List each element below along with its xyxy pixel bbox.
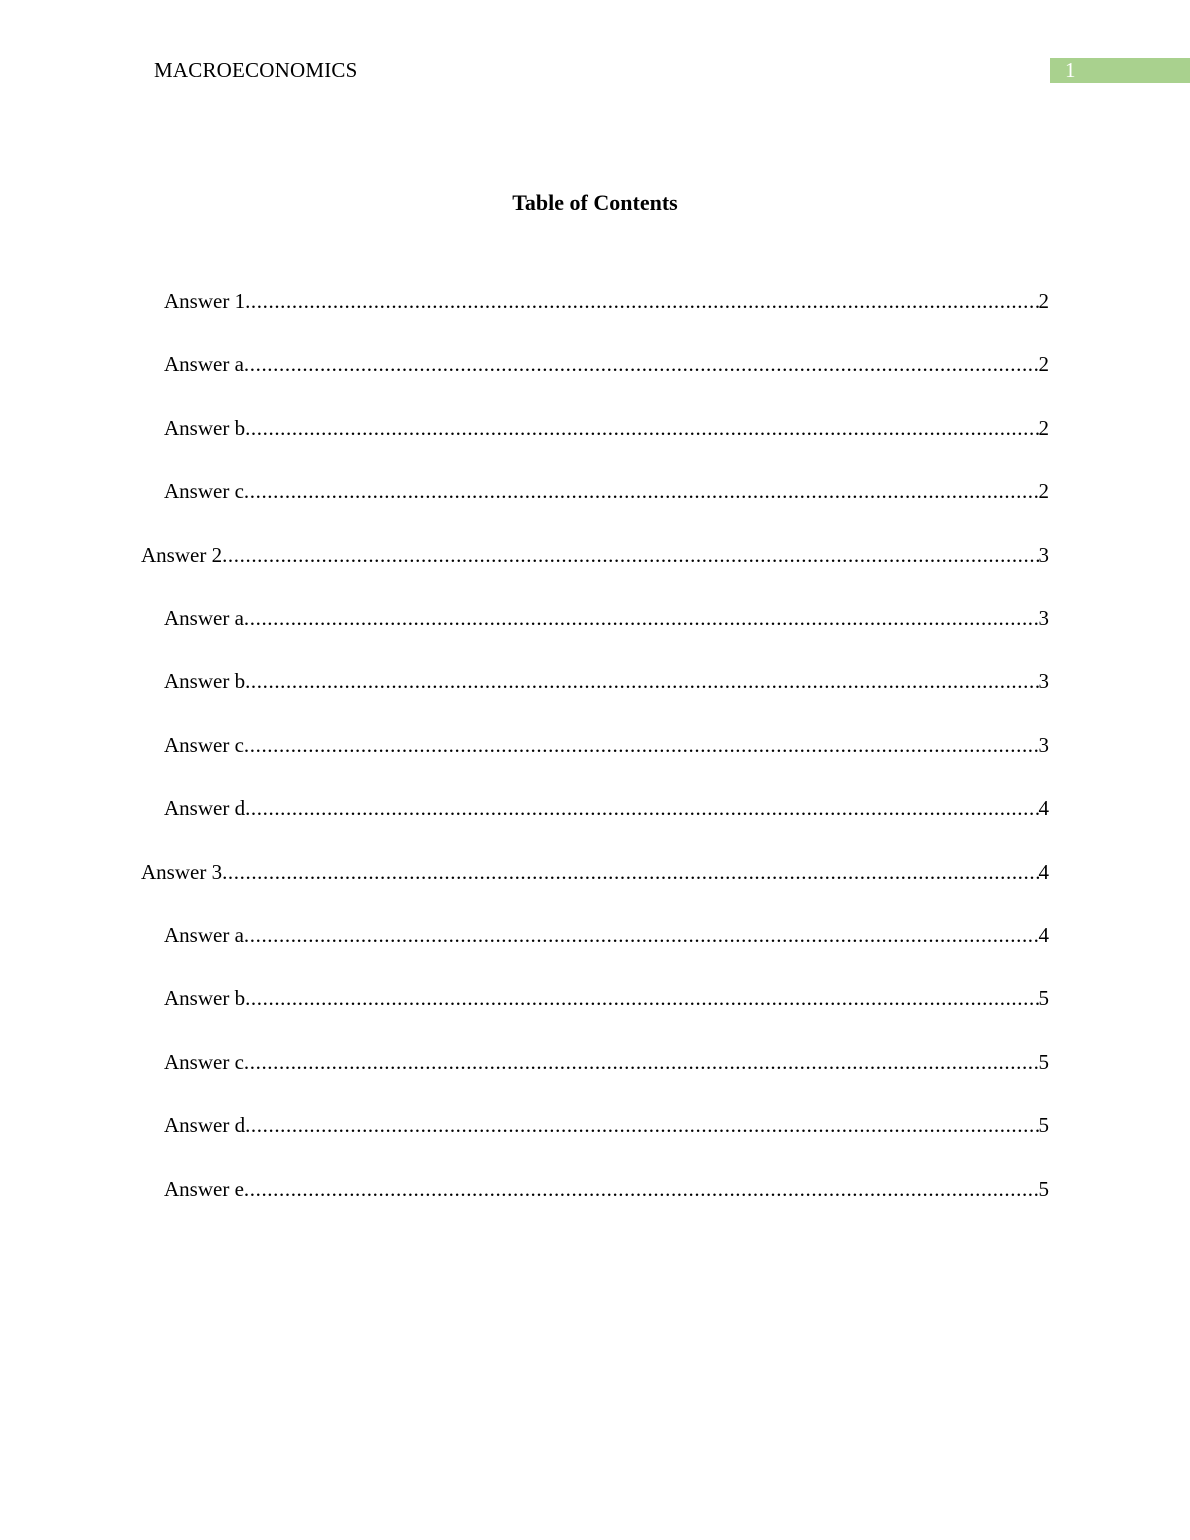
toc-entry-label: Answer 2 [141,543,223,567]
toc-entry-label: Answer 3 [141,860,223,884]
toc-dot-leader [222,540,1038,570]
toc-entry-label: Answer e [164,1177,244,1201]
toc-entry[interactable] [164,413,1049,443]
toc-entry-page: 5 [1038,1050,1049,1074]
toc-entry-label: Answer a [164,606,244,630]
toc-heading: Table of Contents [512,190,678,215]
toc-dot-leader [245,286,1038,316]
toc-dot-leader [245,793,1038,823]
toc-dot-leader [244,476,1039,506]
toc-entry[interactable] [164,603,1049,633]
toc-entry-label: Answer d [164,1113,246,1137]
toc-dot-leader [244,603,1039,633]
toc-entry-page: 2 [1038,416,1049,440]
running-header-title: MACROECONOMICS [154,58,358,82]
toc-entry-page: 2 [1038,352,1049,376]
toc-dot-leader [245,666,1038,696]
toc-entry[interactable] [164,1174,1049,1204]
toc-entry-page: 3 [1038,543,1049,567]
toc-dot-leader [222,857,1038,887]
toc-dot-leader [245,413,1038,443]
toc-entry[interactable] [164,920,1049,950]
toc-entry-page: 4 [1038,796,1049,820]
toc-entry[interactable] [164,476,1049,506]
toc-dot-leader [245,1110,1038,1140]
toc-entry-label: Answer b [164,416,246,440]
toc-entry[interactable] [164,1110,1049,1140]
toc-entry-page: 3 [1038,669,1049,693]
toc-dot-leader [244,920,1039,950]
toc-dot-leader [244,1047,1039,1077]
toc-entry-label: Answer b [164,669,246,693]
toc-dot-leader [244,730,1039,760]
toc-dot-leader [245,983,1038,1013]
toc-dot-leader [244,1174,1039,1204]
toc-entry-page: 5 [1038,986,1049,1010]
toc-entry-page: 2 [1038,479,1049,503]
toc-entry-label: Answer c [164,1050,244,1074]
toc-entry[interactable] [141,857,1049,887]
toc-entry-label: Answer c [164,733,244,757]
toc-entry[interactable] [164,286,1049,316]
toc-entry[interactable] [164,730,1049,760]
toc-entry-label: Answer a [164,352,244,376]
toc-entry-label: Answer a [164,923,244,947]
toc-entry-page: 4 [1038,860,1049,884]
toc-entry-page: 3 [1038,733,1049,757]
toc-entry-page: 5 [1038,1113,1049,1137]
toc-entry-label: Answer 1 [164,289,246,313]
toc-entry-label: Answer d [164,796,246,820]
toc-entry[interactable] [164,666,1049,696]
toc-dot-leader [244,349,1039,379]
toc-entry-page: 2 [1038,289,1049,313]
toc-entry-page: 3 [1038,606,1049,630]
toc-entry[interactable] [164,983,1049,1013]
toc-entry-page: 5 [1038,1177,1049,1201]
toc-entry-page: 4 [1038,923,1049,947]
toc-entry-label: Answer c [164,479,244,503]
toc-entry[interactable] [164,793,1049,823]
toc-entry[interactable] [141,540,1049,570]
page-number: 1 [1065,58,1076,82]
toc-entry[interactable] [164,349,1049,379]
toc-entry-label: Answer b [164,986,246,1010]
page-number-badge [1050,58,1190,83]
toc-entry[interactable] [164,1047,1049,1077]
